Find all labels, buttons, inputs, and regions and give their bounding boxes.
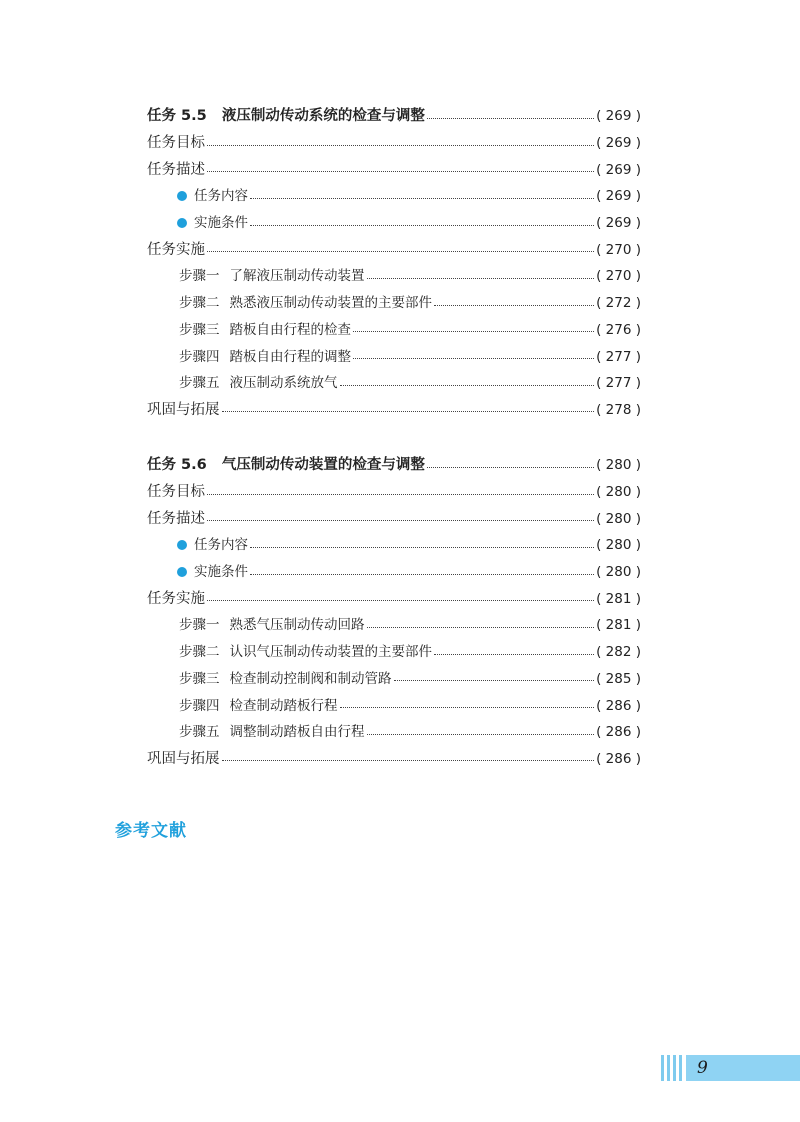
bullet-dot-icon (177, 567, 187, 577)
step-title: 液压制动系统放气 (229, 375, 338, 392)
dot-leader (222, 411, 595, 412)
entry-title (179, 615, 365, 635)
page-ref: ( 270 ) (596, 268, 641, 285)
bullet-dot-icon (177, 540, 187, 550)
toc-heading[interactable] (147, 452, 641, 479)
dot-leader (207, 145, 594, 146)
entry-title (179, 373, 338, 393)
toc-entry[interactable] (147, 746, 641, 773)
bullet-dot-icon (177, 191, 187, 201)
task-number: 任务 5.6 (147, 457, 207, 474)
toc-heading-text (147, 455, 425, 475)
task-title: 气压制动传动装置的检查与调整 (221, 457, 425, 474)
toc-entry[interactable] (147, 130, 641, 157)
toc-entry[interactable] (147, 210, 641, 237)
page-ref: ( 285 ) (596, 670, 641, 687)
bullet-dot-icon (177, 218, 187, 228)
task-number: 任务 5.5 (147, 108, 207, 125)
entry-title (179, 293, 432, 313)
toc-entry[interactable] (147, 479, 641, 506)
step-number: 步骤一 (179, 617, 220, 634)
toc-entry[interactable] (147, 156, 641, 183)
step-number: 步骤三 (179, 670, 220, 687)
step-number: 步骤四 (179, 348, 220, 365)
toc-entry[interactable] (147, 397, 641, 424)
entry-title (179, 722, 365, 742)
toc-entry[interactable] (147, 343, 641, 370)
entry-title: 任务实施 (147, 241, 205, 258)
dot-leader (207, 600, 594, 601)
task-title: 液压制动传动系统的检查与调整 (221, 108, 425, 125)
dot-leader (340, 707, 595, 708)
page-ref: ( 270 ) (596, 241, 641, 258)
folio-stripe (679, 1055, 682, 1081)
page-ref: ( 280 ) (596, 457, 641, 474)
page-ref: ( 269 ) (596, 215, 641, 232)
toc-heading-text (147, 106, 425, 126)
dot-leader (340, 385, 595, 386)
page-ref: ( 282 ) (596, 644, 641, 661)
step-number: 步骤四 (179, 697, 220, 714)
folio-stripes (661, 1055, 685, 1081)
toc-entry[interactable] (147, 585, 641, 612)
dot-leader (353, 358, 594, 359)
toc-entry[interactable] (147, 370, 641, 397)
dot-leader (207, 520, 594, 521)
step-title: 熟悉气压制动传动回路 (229, 617, 365, 634)
entry-title: 巩固与拓展 (147, 401, 220, 418)
entry-title: 任务目标 (147, 135, 205, 152)
page-ref: ( 276 ) (596, 321, 641, 338)
dot-leader (367, 734, 595, 735)
step-title: 检查制动控制阀和制动管路 (229, 670, 392, 687)
entry-title: 实施条件 (194, 564, 248, 581)
step-number: 步骤五 (179, 375, 220, 392)
dot-leader (427, 467, 594, 468)
dot-leader (394, 680, 595, 681)
toc-entry[interactable] (147, 263, 641, 290)
step-number: 步骤三 (179, 321, 220, 338)
entry-title (179, 347, 351, 367)
dot-leader (207, 494, 594, 495)
step-number: 步骤五 (179, 724, 220, 741)
entry-title: 任务描述 (147, 161, 205, 178)
entry-title: 实施条件 (194, 215, 248, 232)
step-title: 踏板自由行程的检查 (229, 321, 351, 338)
entry-title (179, 320, 351, 340)
page-ref: ( 280 ) (596, 537, 641, 554)
toc-entry[interactable] (147, 236, 641, 263)
dot-leader (427, 118, 594, 119)
page-ref: ( 272 ) (596, 295, 641, 312)
dot-leader (207, 251, 594, 252)
toc-entry[interactable] (147, 183, 641, 210)
entry-title: 任务实施 (147, 590, 205, 607)
page-ref: ( 269 ) (596, 188, 641, 205)
page-ref: ( 269 ) (596, 161, 641, 178)
step-number: 步骤二 (179, 644, 220, 661)
folio-stripe (673, 1055, 676, 1081)
entry-title (179, 696, 338, 716)
dot-leader (222, 760, 595, 761)
toc-entry[interactable] (147, 612, 641, 639)
step-title: 认识气压制动传动装置的主要部件 (229, 644, 432, 661)
step-number: 步骤二 (179, 295, 220, 312)
entry-title (179, 642, 432, 662)
page-ref: ( 281 ) (596, 617, 641, 634)
page-ref: ( 280 ) (596, 510, 641, 527)
step-title: 调整制动踏板自由行程 (229, 724, 365, 741)
page-number: 9 (697, 1058, 708, 1078)
entry-title (179, 266, 365, 286)
page-ref: ( 280 ) (596, 564, 641, 581)
toc-entry[interactable] (147, 317, 641, 344)
page-ref: ( 280 ) (596, 484, 641, 501)
entry-title: 任务内容 (194, 537, 248, 554)
page-ref: ( 269 ) (596, 135, 641, 152)
toc-heading[interactable] (147, 103, 641, 130)
references-heading[interactable]: 参考文献 (115, 821, 187, 841)
step-title: 检查制动踏板行程 (229, 697, 338, 714)
page-ref: ( 269 ) (596, 108, 641, 125)
page-ref: ( 277 ) (596, 375, 641, 392)
page-ref: ( 286 ) (596, 697, 641, 714)
toc-section-5-5 (147, 103, 641, 423)
dot-leader (250, 574, 594, 575)
dot-leader (367, 627, 595, 628)
entry-title (179, 669, 392, 689)
step-title: 熟悉液压制动传动装置的主要部件 (229, 295, 432, 312)
entry-title: 任务描述 (147, 510, 205, 527)
toc-entry[interactable] (147, 532, 641, 559)
toc-entry[interactable] (147, 639, 641, 666)
toc-entry[interactable] (147, 290, 641, 317)
dot-leader (207, 171, 594, 172)
toc-section-5-6 (147, 452, 641, 772)
page-folio (661, 1055, 800, 1081)
dot-leader (250, 547, 594, 548)
entry-title: 任务内容 (194, 188, 248, 205)
step-number: 步骤一 (179, 268, 220, 285)
dot-leader (250, 225, 594, 226)
step-title: 踏板自由行程的调整 (229, 348, 351, 365)
toc-entry[interactable] (147, 505, 641, 532)
dot-leader (353, 331, 594, 332)
dot-leader (434, 654, 594, 655)
page-ref: ( 277 ) (596, 348, 641, 365)
page-ref: ( 281 ) (596, 590, 641, 607)
entry-title: 巩固与拓展 (147, 750, 220, 767)
dot-leader (367, 278, 595, 279)
entry-title: 任务目标 (147, 484, 205, 501)
page-ref: ( 286 ) (596, 750, 641, 767)
step-title: 了解液压制动传动装置 (229, 268, 365, 285)
toc-entry[interactable] (147, 666, 641, 693)
page-ref: ( 286 ) (596, 724, 641, 741)
folio-stripe (667, 1055, 670, 1081)
toc-entry[interactable] (147, 719, 641, 746)
toc-entry[interactable] (147, 692, 641, 719)
dot-leader (250, 198, 594, 199)
folio-stripe (661, 1055, 664, 1081)
toc-entry[interactable] (147, 559, 641, 586)
dot-leader (434, 305, 594, 306)
page-ref: ( 278 ) (596, 401, 641, 418)
